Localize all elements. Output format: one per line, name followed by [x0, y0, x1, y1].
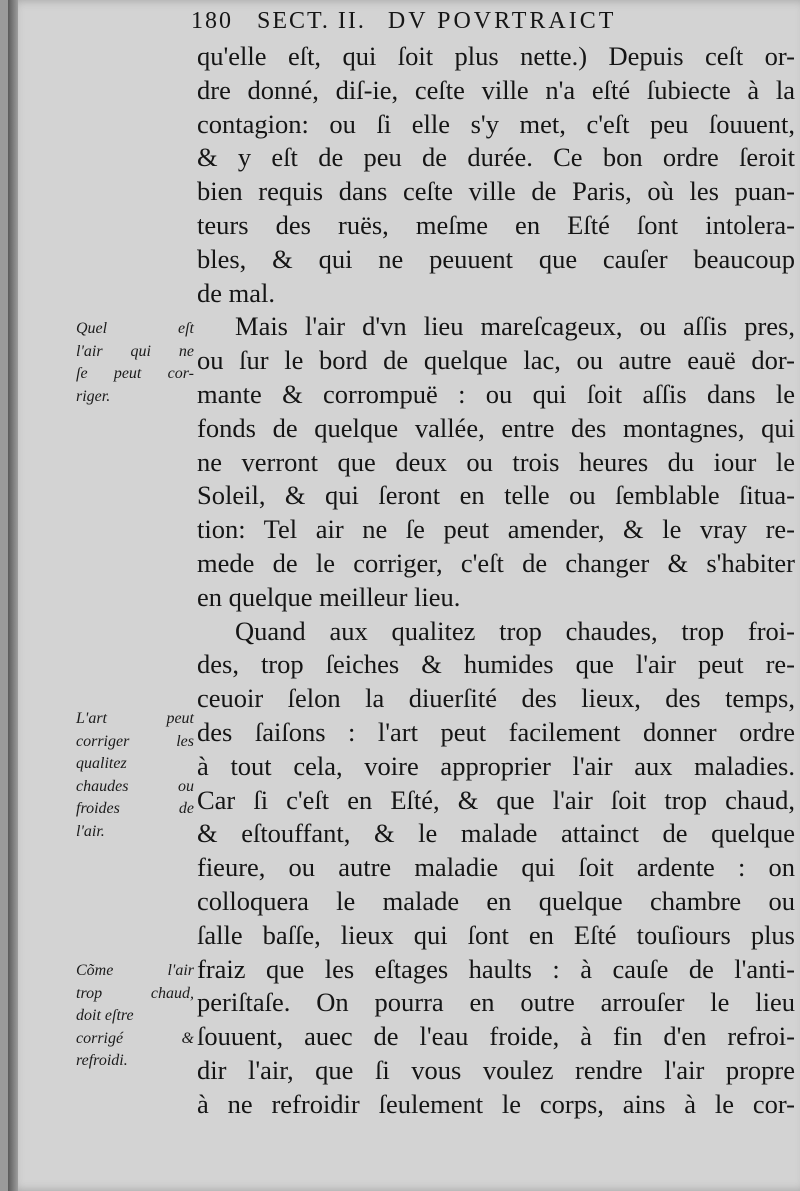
text-line: mante & corrompuë : ou qui ſoit aſſis dans le — [197, 378, 795, 409]
page-gutter — [8, 0, 18, 1191]
text-line: & eſtouffant, & le malade attainct de quelque — [197, 818, 795, 849]
text-line: qu'elle eſt, qui ſoit plus nette.) Depuis ceſt or- — [197, 41, 795, 71]
text-line: & y eſt de peu de durée. Ce bon ordre ſeroit — [197, 142, 795, 173]
marginal-note-line: froides de — [76, 800, 194, 817]
text-line: dre donné, diſ-ie, ceſte ville n'a eſté ſubiecte à la — [197, 74, 795, 105]
running-header — [191, 8, 751, 38]
text-line: Mais l'air d'vn lieu mareſcageux, ou aſſis pres, — [235, 311, 795, 342]
marginal-note-line: chaudes ou — [76, 777, 194, 795]
text-line: ſouuent, auec de l'eau froide, à fin d'en refroi- — [197, 1021, 795, 1052]
marginal-note-line: l'air. — [76, 822, 105, 840]
marginal-note-line: qualitez — [76, 755, 127, 772]
text-line: ou ſur le bord de quelque lac, ou autre eauë dor- — [197, 345, 795, 376]
text-line: Car ſi c'eſt en Eſté, & que l'air ſoit trop chaud, — [197, 784, 795, 815]
text-line: fraiz que les eſtages haults : à cauſe de l'anti- — [197, 953, 795, 984]
text-line: à ne refroidir ſeulement le corps, ains à le cor- — [197, 1088, 795, 1119]
marginal-note-line: trop chaud, — [76, 984, 194, 1002]
text-line: en quelque meilleur lieu. — [197, 581, 461, 612]
header-title: DV POVRTRAICT — [387, 8, 617, 34]
marginal-note-line: L'art peut — [76, 710, 194, 727]
text-line: ſalle baſſe, lieux qui ſont en Eſté touſiours plus — [197, 919, 795, 950]
marginal-note-line: Quel eſt — [76, 320, 194, 337]
text-line: de mal. — [197, 277, 275, 308]
text-line: des, trop ſeiches & humides que l'air peut re- — [197, 649, 795, 680]
text-line: fonds de quelque vallée, entre des montagnes, qui — [197, 412, 795, 443]
text-line: teurs des ruës, meſme en Eſté ſont intolera- — [197, 209, 795, 240]
marginal-note-line: doit eſtre — [76, 1007, 134, 1024]
text-line: fieure, ou autre maladie qui ſoit ardente : on — [197, 852, 795, 883]
text-line: Soleil, & qui ſeront en telle ou ſemblable ſitua- — [197, 480, 795, 511]
text-line: dir l'air, que ſi vous voulez rendre l'air propre — [197, 1054, 795, 1085]
text-line: bles, & qui ne peuuent que cauſer beaucoup — [197, 243, 795, 274]
text-line: à tout cela, voire approprier l'air aux maladies. — [197, 750, 795, 781]
text-line: Quand aux qualitez trop chaudes, trop froi- — [235, 615, 795, 646]
body-text — [197, 40, 795, 1122]
marginal-note-line: corrigé & — [76, 1029, 194, 1047]
marginal-note-line: corriger les — [76, 732, 194, 750]
text-line: ceuoir ſelon la diuerſité des lieux, des temps, — [197, 683, 795, 714]
section-label: SECT. II. — [257, 8, 366, 34]
marginal-note-line: refroidi. — [76, 1052, 128, 1069]
marginal-note-3 — [76, 960, 194, 1073]
marginal-note-line: ſe peut cor- — [76, 365, 194, 382]
text-line: colloquera le malade en quelque chambre ou — [197, 885, 795, 916]
page-number: 180 — [191, 8, 233, 34]
text-line: ne verront que deux ou trois heures du iour le — [197, 446, 795, 477]
marginal-note-line: Cõme l'air — [76, 962, 194, 979]
text-line: mede de le corriger, c'eſt de changer & s'habiter — [197, 547, 795, 578]
text-line: periſtaſe. On pourra en outre arrouſer le lieu — [197, 987, 795, 1018]
marginal-note-line: l'air qui ne — [76, 342, 194, 360]
book-page — [8, 0, 800, 1191]
text-line: tion: Tel air ne ſe peut amender, & le vray re- — [197, 514, 795, 545]
marginal-note-line: riger. — [76, 387, 111, 405]
text-line: contagion: ou ſi elle s'y met, c'eſt peu ſouuent, — [197, 108, 795, 139]
marginal-note-1 — [76, 318, 194, 408]
marginal-note-2 — [76, 708, 194, 843]
text-line: des ſaiſons : l'art peut facilement donner ordre — [197, 716, 795, 747]
text-line: bien requis dans ceſte ville de Paris, où les puan- — [197, 176, 795, 207]
